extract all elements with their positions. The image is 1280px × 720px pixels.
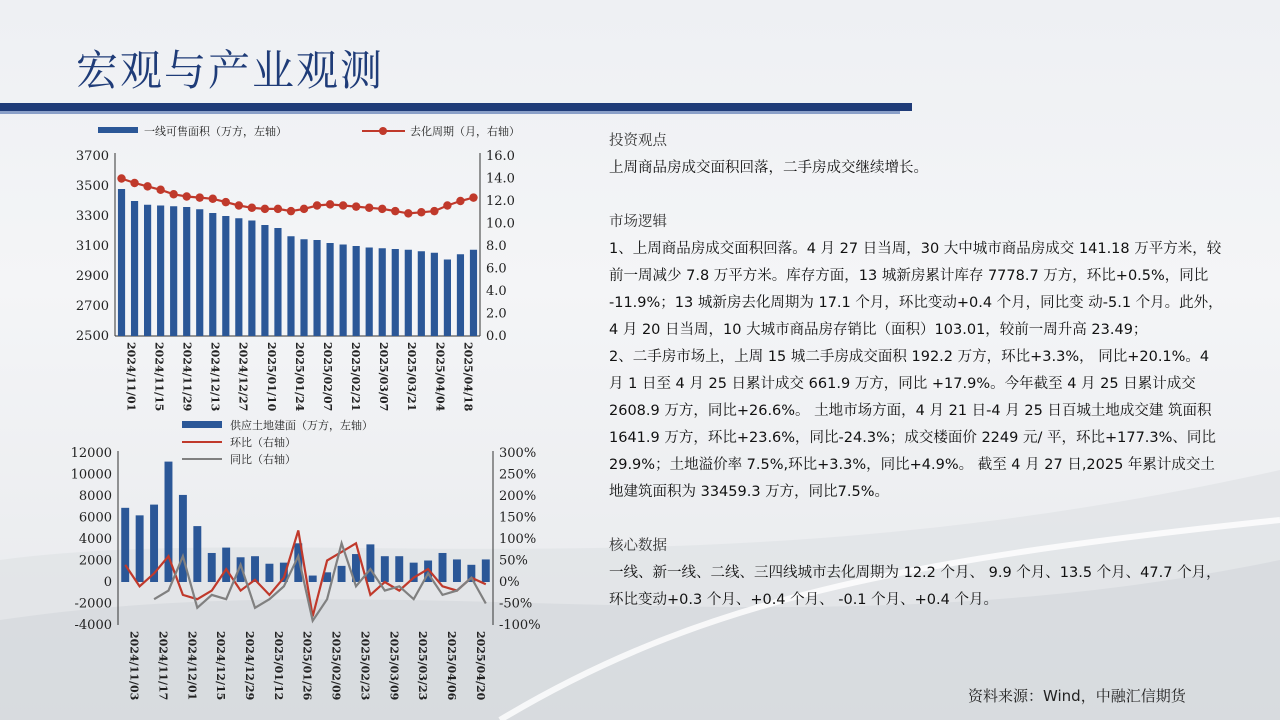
bar	[395, 556, 403, 582]
core-body: 一线、新一线、二线、三四线城市去化周期为 12.2 个月、 9.9 个月、13.5 个月、47.7 个月，环比变动+0.3 个月、+0.4 个月、 -0.1 个月、+0.4 个月。	[609, 565, 1221, 608]
bar	[193, 526, 201, 582]
x-tick-label: 2025/04/04	[433, 342, 447, 412]
legend-label: 环比（右轴）	[230, 436, 296, 449]
line-marker	[130, 179, 138, 187]
source-note: 资料来源：Wind，中融汇信期货	[968, 687, 1186, 705]
y-left-tick-label: 12000	[70, 446, 112, 461]
bar	[248, 221, 255, 337]
bar	[340, 245, 347, 337]
x-tick-label: 2025/04/06	[445, 631, 458, 701]
bar	[196, 209, 203, 336]
line-marker	[274, 205, 282, 213]
line-marker	[313, 201, 321, 209]
y-left-tick-label: 3700	[75, 149, 109, 164]
x-tick-label: 2025/01/26	[300, 631, 314, 701]
y-right-tick-label: 2.0	[486, 306, 507, 322]
bar	[453, 559, 461, 582]
bar	[405, 250, 412, 336]
legend-marker	[379, 127, 387, 135]
x-tick-label: 2024/11/01	[124, 342, 138, 412]
inventory-chart	[50, 118, 565, 418]
line-marker	[339, 201, 347, 209]
chart1-legend	[98, 124, 520, 138]
y-left-tick-label: 8000	[78, 489, 112, 504]
line-marker	[182, 192, 190, 200]
bar	[183, 207, 190, 336]
y-left-tick-label: 0	[103, 575, 112, 590]
x-tick-label: 2024/11/17	[156, 631, 170, 701]
y-right-tick-label: 50%	[499, 553, 528, 569]
line-marker	[300, 205, 308, 213]
bar	[444, 260, 451, 337]
line-marker	[352, 202, 360, 210]
x-tick-label: 2025/04/20	[473, 631, 487, 701]
line-marker	[443, 201, 451, 209]
bar-series	[121, 462, 490, 582]
legend-bar-swatch	[98, 127, 138, 133]
y-right-tick-label: 12.0	[486, 194, 515, 209]
y-left-tick-label: 4000	[78, 532, 112, 547]
y-right-tick-label: 16.0	[486, 149, 515, 164]
line-marker	[378, 205, 386, 213]
bar	[327, 243, 334, 336]
line-marker	[326, 200, 334, 208]
line-marker	[261, 205, 269, 213]
legend-label: 供应土地建面（万方，左轴）	[230, 419, 373, 432]
line-marker	[222, 198, 230, 206]
bar	[261, 225, 268, 336]
bar	[222, 216, 229, 336]
y-left-tick-label: 2500	[75, 329, 109, 344]
line-marker	[235, 201, 243, 209]
y-right-tick-label: 6.0	[486, 261, 507, 277]
y-right-ticks	[499, 446, 541, 633]
y-right-tick-label: 100%	[499, 532, 537, 547]
y-left-tick-label: 2000	[78, 553, 112, 569]
bar	[431, 253, 438, 336]
x-tick-label: 2025/02/23	[358, 631, 372, 701]
line-marker	[456, 197, 464, 205]
y-right-tick-label: 150%	[499, 510, 537, 526]
logic-heading: 市场逻辑	[609, 214, 667, 230]
y-right-tick-label: -100%	[499, 618, 541, 633]
y-left-tick-label: -4000	[74, 618, 112, 633]
bar	[144, 205, 151, 336]
line-marker	[248, 204, 256, 212]
bar	[235, 218, 242, 336]
x-tick-label: 2025/03/07	[377, 342, 391, 412]
y-left-ticks	[76, 149, 109, 344]
legend-label: 一线可售面积（万方，左轴）	[144, 125, 287, 138]
y-left-tick-label: 6000	[78, 510, 112, 526]
bar	[309, 576, 317, 582]
line-marker	[117, 174, 125, 182]
x-tick-label: 2024/11/29	[180, 342, 194, 412]
bar	[118, 189, 125, 336]
y-right-tick-label: 8.0	[486, 239, 507, 254]
line-marker	[169, 190, 177, 198]
bar	[208, 553, 216, 582]
bar	[457, 254, 464, 336]
page-title: 宏观与产业观测	[76, 46, 385, 95]
bar	[379, 248, 386, 336]
y-right-tick-label: 250%	[499, 467, 537, 483]
view-body: 上周商品房成交面积回落，二手房成交继续增长。	[609, 160, 928, 176]
y-left-tick-label: 3500	[75, 179, 109, 194]
line-marker	[143, 182, 151, 190]
x-tick-label: 2025/03/23	[416, 631, 430, 701]
y-left-tick-label: 10000	[70, 467, 112, 483]
bar	[366, 248, 373, 337]
y-left-tick-label: -2000	[74, 596, 112, 612]
header-bar	[0, 103, 912, 111]
y-left-ticks	[71, 446, 112, 633]
x-tick-label: 2025/01/10	[264, 342, 278, 412]
bar	[338, 566, 346, 582]
bar	[439, 553, 447, 582]
x-tick-label: 2024/12/29	[243, 631, 256, 701]
y-left-tick-label: 2900	[75, 269, 109, 284]
bar	[287, 236, 294, 336]
line-marker	[156, 186, 164, 194]
bar	[381, 556, 389, 582]
bar	[418, 251, 425, 336]
bar	[131, 201, 138, 336]
bar	[222, 548, 230, 582]
line-marker	[469, 193, 477, 201]
line-marker	[417, 208, 425, 216]
line-marker	[209, 195, 217, 203]
legend-label: 同比（右轴）	[230, 453, 296, 466]
legend-label: 去化周期（月，右轴）	[410, 125, 520, 138]
y-right-tick-label: 4.0	[486, 284, 507, 299]
x-tick-label: 2025/01/12	[271, 631, 285, 701]
header-bar-accent	[0, 111, 900, 114]
x-tick-label: 2025/02/07	[321, 342, 334, 412]
x-tick-label: 2024/12/15	[214, 631, 228, 701]
core-heading: 核心数据	[609, 538, 667, 554]
line-marker	[430, 207, 438, 215]
line-marker	[365, 204, 373, 212]
x-tick-label: 2025/04/18	[461, 342, 475, 412]
x-tick-label: 2024/12/27	[236, 342, 250, 412]
commentary-panel	[609, 128, 1227, 614]
bar	[157, 206, 164, 337]
x-tick-label: 2024/12/01	[185, 631, 199, 701]
x-tick-label: 2024/12/13	[208, 342, 222, 412]
x-tick-label: 2025/03/21	[405, 342, 419, 412]
bar	[209, 213, 216, 336]
y-right-ticks	[486, 149, 515, 344]
bar	[274, 228, 281, 336]
line-marker	[404, 209, 412, 217]
bar	[251, 556, 259, 582]
bar	[482, 559, 490, 582]
y-right-tick-label: 10.0	[486, 216, 515, 232]
y-right-tick-label: 0.0	[486, 329, 507, 344]
y-left-tick-label: 3300	[75, 209, 109, 224]
series-line	[154, 543, 486, 620]
x-tick-label: 2024/11/03	[127, 631, 141, 701]
x-tick-label: 2024/11/15	[152, 342, 166, 412]
bar	[470, 250, 477, 336]
y-right-tick-label: -50%	[499, 596, 533, 612]
y-left-tick-label: 2700	[75, 299, 109, 314]
chart2-legend	[182, 418, 373, 466]
line-marker	[196, 193, 204, 201]
bar	[313, 240, 320, 336]
y-right-tick-label: 14.0	[486, 171, 515, 187]
bar	[170, 206, 177, 336]
bar	[300, 239, 307, 336]
logic-paragraph-2: 2、二手房市场上，上周 15 城二手房成交面积 192.2 万方，环比+3.3%， 同比+20.1%。4 月 1 日至 4 月 25 日累计成交 661.9 万方，同比 +17.9%。今年截至 4 月 25 日累计成交 2608.9 万方，同比+26.6%。 土地市场方面，4 月 21 日-4 月 25 日百城土地成交建 筑面积 1641.9 万方，环比+23.6%，同比-24.3%；成交楼面价 2249 元/ 平，环比+177.3%、同比 29.9%；土地溢价率 7.5%,环比+3.3%，同比+4.9%。 截至 4 月 27 日,2025 年累计成交土地建筑面积为 33459.3 万方，同比7.5%。	[609, 349, 1216, 500]
view-heading: 投资观点	[609, 133, 667, 149]
legend-bar-swatch	[182, 421, 222, 428]
y-right-tick-label: 200%	[499, 489, 537, 504]
line-marker	[287, 207, 295, 215]
x-tick-label: 2025/01/24	[292, 342, 306, 412]
bar	[265, 564, 273, 582]
y-right-tick-label: 300%	[499, 446, 537, 461]
bar	[136, 515, 144, 582]
bar	[392, 249, 399, 336]
x-tick-label: 2025/02/09	[329, 631, 343, 701]
bar	[353, 246, 360, 336]
bar	[366, 544, 374, 582]
x-tick-label: 2025/02/21	[349, 342, 362, 412]
y-right-tick-label: 0%	[499, 575, 520, 590]
x-tick-label: 2025/03/09	[387, 631, 401, 701]
logic-paragraph-1: 1、上周商品房成交面积回落。4 月 27 日当周，30 大中城市商品房成交 141.18 万平方米，较前一周减少 7.8 万平方米。库存方面，13 城新房累计库存 7778.7 万方，环比+0.5%，同比 -11.9%；13 城新房去化周期为 17.1 个月，环比变动+0.4 个月，同比变 动-5.1 个月。此外，4 月 20 日当周，10 大城市商品房存销比（面积）103.01，较前一周升高 23.49；	[609, 241, 1223, 338]
x-ticks	[124, 342, 474, 412]
y-left-tick-label: 3100	[75, 239, 109, 254]
land-supply-chart	[50, 413, 565, 701]
line-marker	[391, 207, 399, 215]
